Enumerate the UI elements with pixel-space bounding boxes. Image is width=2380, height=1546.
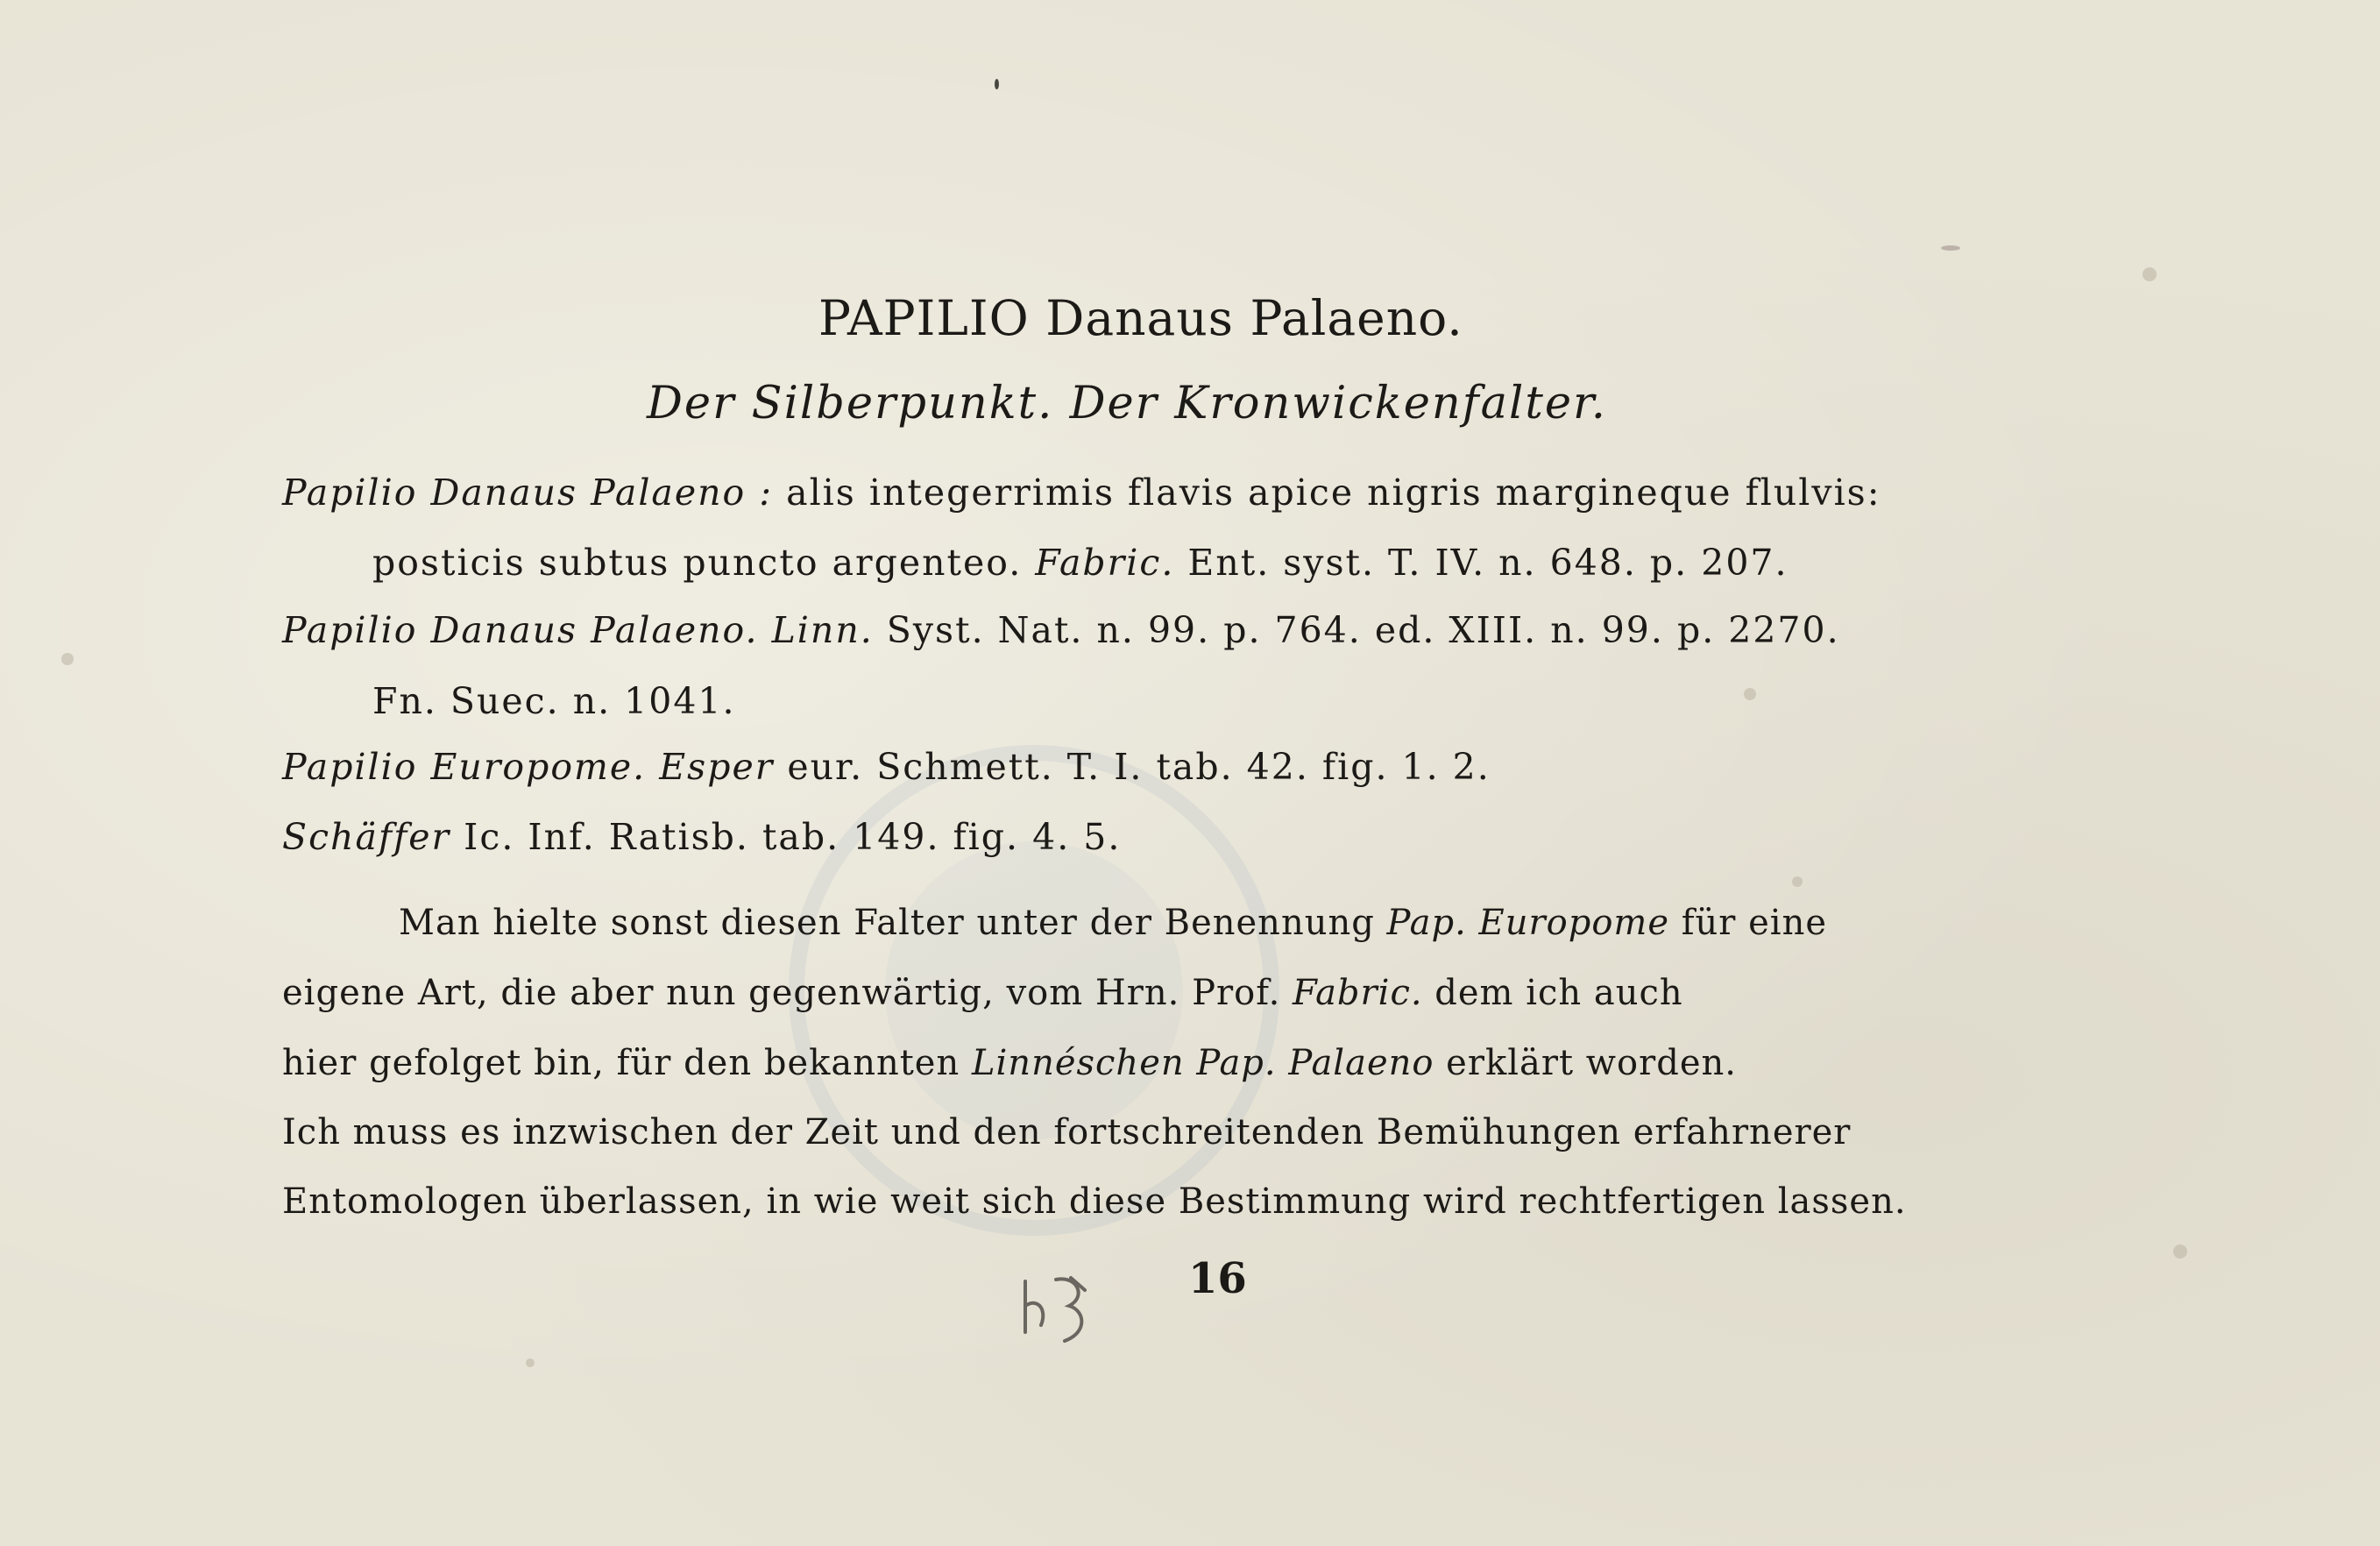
body-text: hier gefolget bin, für den bekannten: [282, 1043, 972, 1083]
paper-fiber: [1941, 245, 1960, 251]
reference-line: [282, 746, 1491, 788]
page-subtitle: Der Silberpunkt. Der Kronwickenfalter.: [647, 378, 1607, 429]
body-text: Ich muss es inzwischen der Zeit und den fortschreitenden Bemühungen erfahrnerer: [282, 1112, 1852, 1152]
body-text: Man hielte sonst diesen Falter unter der Benennung: [399, 903, 1387, 943]
reference-text: Fn. Suec. n. 1041.: [372, 680, 736, 722]
paper-speck: [526, 1358, 535, 1367]
body-line: [282, 1043, 1737, 1083]
reference-line: [372, 542, 1789, 584]
body-text: eigene Art, die aber nun gegenwärtig, vom Hrn. Prof.: [282, 973, 1293, 1013]
pencil-annotation-mark: [1016, 1271, 1095, 1350]
reference-source: Papilio Danaus Palaeno. Linn.: [282, 609, 874, 651]
reference-line: [282, 609, 1840, 651]
reference-line: [282, 816, 1122, 858]
body-line: [282, 1181, 1907, 1222]
body-line: [282, 975, 1683, 1011]
reference-source: Fabric.: [1035, 542, 1175, 584]
body-text: für eine: [1669, 903, 1828, 943]
body-italic: Linnéschen Pap. Palaeno: [971, 1043, 1434, 1083]
paper-speck: [1744, 688, 1756, 700]
reference-text: posticis subtus puncto argenteo.: [372, 542, 1036, 584]
body-text: dem ich auch: [1422, 973, 1683, 1013]
page-title: PAPILIO Danaus Palaeno.: [818, 290, 1463, 346]
reference-text: alis integerrimis flavis apice nigris margineque flulvis:: [773, 472, 1881, 514]
reference-line: [282, 472, 1881, 514]
reference-source: Schäffer: [282, 816, 451, 858]
body-text: Entomologen überlassen, in wie weit sich diese Bestimmung wird rechtfertigen lassen.: [282, 1181, 1907, 1222]
paper-speck: [1792, 876, 1803, 887]
body-italic: Pap. Europome: [1386, 903, 1669, 943]
paper-speck: [2173, 1245, 2187, 1259]
reference-line: [372, 680, 736, 722]
reference-text: Ic. Inf. Ratisb. tab. 149. fig. 4. 5.: [450, 816, 1122, 858]
reference-source: Papilio Danaus Palaeno :: [282, 472, 774, 514]
reference-text: Ent. syst. T. IV. n. 648. p. 207.: [1174, 542, 1789, 584]
paper-speck: [61, 653, 74, 665]
page-number: 16: [1188, 1254, 1247, 1303]
reference-source: Papilio Europome. Esper: [282, 746, 775, 788]
body-line: [282, 1112, 1852, 1152]
body-line: [399, 903, 1828, 943]
body-text: erklärt worden.: [1434, 1043, 1737, 1083]
reference-text: Syst. Nat. n. 99. p. 764. ed. XIII. n. 99. p. 2270.: [873, 609, 1840, 651]
ink-speck: [995, 79, 999, 89]
reference-text: eur. Schmett. T. I. tab. 42. fig. 1. 2.: [774, 746, 1491, 788]
paper-speck: [2143, 267, 2157, 281]
body-italic: Fabric.: [1293, 973, 1423, 1013]
